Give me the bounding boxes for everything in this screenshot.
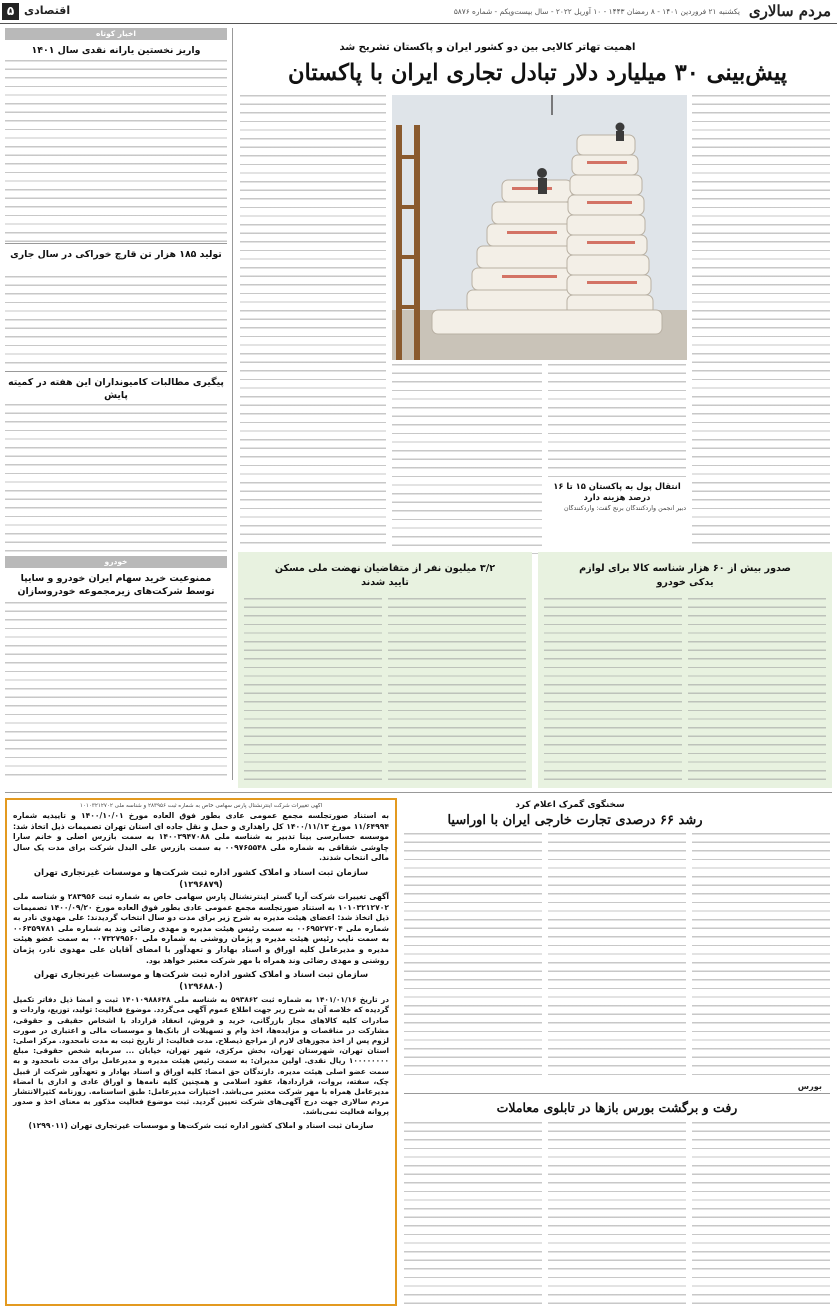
bourse-tag-bar — [404, 1080, 830, 1094]
legal-sub-3: سازمان ثبت اسناد و املاک کشور اداره ثبت شرکت‌ها و موسسات غیرتجاری تهران (۱۲۹۹۰۱۱) — [28, 1120, 374, 1130]
lead-photo — [392, 95, 687, 360]
sidebar-body-1 — [5, 60, 227, 242]
legal-para-1: به استناد صورتجلسه مجمع عمومی عادی بطور فوق العاده مورخ ۱۴۰۰/۱۰/۰۱ و تاییدیه شماره ۱۱/۶۴۹۹۴ مورخ ۱۴۰۰/۱۱/۱۳ کل راهداری و حمل و نقل جاده ای استان تهران تصمیمات ذیل اتخاذ شد: موسسه حسابرسی بینا تدبیر به شناسه ملی ۱۴۰۰۳۹۴۷۰۸۸ به سمت بازرس اصلی و خانم سارا چاوشی شقاقی به شماره ملی ۰۰۹۷۶۵۵۴۸ به سمت بازرس علی البدل شرکت برای مدت یک سال مالی انتخاب شدند. — [13, 811, 390, 863]
section-label: اقتصادی — [24, 4, 71, 17]
lead-body-col2 — [548, 364, 686, 479]
bourse-col3 — [404, 1122, 542, 1307]
lead-body-col3 — [392, 364, 542, 554]
legal-sub-2: سازمان ثبت اسناد و املاک کشور اداره ثبت شرکت‌ها و موسسات غیرتجاری تهران (۱۲۹۶۸۸۰) — [33, 969, 369, 992]
mid-box-a-col1 — [688, 598, 826, 780]
bourse-col2 — [548, 1122, 686, 1307]
sidebar-title-2: تولید ۱۸۵ هزار تن قارچ خوراکی در سال جاری — [10, 249, 222, 260]
issue-line: یکشنبه ۲۱ فروردین ۱۴۰۱ - ۸ رمضان ۱۴۴۳ - ۱۰ آوریل ۲۰۲۲ - سال بیست‌ویکم - شماره ۵۸۷۶ — [453, 7, 740, 16]
auto-body — [5, 602, 227, 780]
customs-col1 — [692, 833, 830, 1076]
lead-kicker: اهمیت تهاتر کالایی بین دو کشور ایران و پاکستان تشریح شد — [339, 42, 636, 53]
mid-box-a-col2 — [544, 598, 682, 780]
column-separator-left — [232, 28, 233, 780]
sidebar-divider-2 — [5, 371, 227, 372]
customs-headline: رشد ۶۶ درصدی تجارت خارجی ایران با اوراسیا — [447, 813, 703, 828]
auto-tag: خودرو — [5, 556, 227, 568]
sidebar-body-2 — [5, 276, 227, 368]
customs-col3 — [404, 833, 542, 1076]
rice-sacks-photo — [392, 95, 687, 360]
masthead-logo: مردم سالاری — [748, 2, 832, 20]
customs-col2 — [548, 833, 686, 1076]
lead-headline: پیش‌بینی ۳۰ میلیارد دلار تبادل تجاری ایران با پاکستان — [288, 60, 787, 86]
sidebar-title-3: پیگیری مطالبات کامیونداران این هفته در کمیته پایش — [8, 377, 224, 401]
mid-box-b-col1 — [388, 598, 526, 780]
sidebar-tag: اخبار کوتاه — [5, 28, 227, 40]
legal-para-3: در تاریخ ۱۴۰۱/۰۱/۱۶ به شماره ثبت ۵۹۳۸۶۲ به شناسه ملی ۱۴۰۱۰۹۸۸۶۴۸ ثبت و امضا ذیل دفاتر تکمیل گردیده که خلاصه آن به شرح زیر جهت اطلاع عموم آگهی می‌گردد. موضوع فعالیت: تولید، توزیع، واردات و صادرات کلیه کالاهای مجاز بازرگانی، خرید و فروش، انعقاد قرارداد با اشخاص حقیقی و حقوقی، مشارکت در مناقصات و مزایده‌ها، اخذ وام و تسهیلات از بانک‌ها و موسسات مالی و اعتباری در صورت لزوم پس از اخذ مجوزهای لازم از مراجع ذیصلاح. مدت فعالیت: از تاریخ ثبت به مدت نامحدود. مرکز اصلی: استان تهران، شهرستان تهران، بخش مرکزی، شهر تهران، خیابان ... سرمایه شخص حقوقی: مبلغ ۱۰۰۰۰۰۰۰۰ ریال نقدی. اولین مدیران: به سمت رئیس هیئت مدیره و مدیرعامل برای مدت نامحدود و به سمت عضو اصلی هیئت مدیره. دارندگان حق امضا: کلیه اوراق و اسناد بهادار و تعهدآور شرکت از قبیل چک، سفته، بروات، قراردادها، عقود اسلامی و همچنین کلیه نامه‌ها و اوراق عادی و اداری با امضاء مدیرعامل همراه با مهر شرکت معتبر می‌باشد. اختیارات مدیرعامل: طبق اساسنامه. روزنامه کثیرالانتشار مردم سالاری جهت درج آگهی‌های شرکت تعیین گردید. ثبت موضوع فعالیت مذکور به معنای اخذ و صدور پروانه فعالیت نمی‌باشد. — [13, 995, 389, 1117]
legal-sub-1: سازمان ثبت اسناد و املاک کشور اداره ثبت شرکت‌ها و موسسات غیرتجاری تهران (۱۲۹۶۸۷۹) — [33, 866, 369, 889]
lead-caption: انتقال پول به پاکستان ۱۵ تا ۱۶ درصد هزینه دارد — [553, 481, 681, 502]
bourse-tag: بورس — [797, 1081, 822, 1091]
section-divider — [5, 792, 832, 793]
customs-kicker: سخنگوی گمرک اعلام کرد — [515, 800, 625, 810]
page-number: ۵ — [2, 3, 19, 20]
lead-caption-sub: دبیر انجمن واردکنندگان برنج گفت: واردکنندگان — [563, 505, 686, 512]
sidebar-title-1: واریز نخستین یارانه نقدی سال ۱۴۰۱ — [31, 45, 201, 56]
mid-box-a-title: صدور بیش از ۶۰ هزار شناسه کالا برای لوازم یدکی خودرو — [579, 563, 791, 588]
auto-title: ممنوعیت خرید سهام ایران خودرو و سایپا توسط شرکت‌های زیرمجموعه خودروسازان — [17, 573, 215, 597]
sidebar-divider-1 — [5, 243, 227, 244]
mid-box-b-title: ۳/۲ میلیون نفر از متقاضیان نهضت ملی مسکن تایید شدند — [274, 563, 496, 588]
lead-body-col1 — [692, 95, 830, 551]
bourse-headline: رفت و برگشت بورس بازها در تابلوی معاملات — [496, 1100, 738, 1115]
legal-notice-box — [5, 798, 397, 1306]
legal-para-2: آگهی تغییرات شرکت آریا گستر اینترنشنال پارس سهامی خاص به شماره ثبت ۲۸۳۹۵۶ و شناسه ملی ۱۰۱۰۳۲۱۲۷۰۲ به استناد صورتجلسه مجمع عمومی عادی بطور فوق العاده مورخ ۱۴۰۰/۰۹/۲۰ تصمیمات ذیل اتخاذ شد: اعضای هیئت مدیره به شرح زیر برای مدت دو سال انتخاب گردیدند: علی مهدوی نادر به شماره ملی ۰۰۶۹۵۲۷۲۰۴ به سمت رئیس هیئت مدیره و مهدی رضائی وند به شماره ملی ۰۰۶۳۵۹۷۸۱ به سمت نایب رئیس هیئت مدیره و پژمان روشنی به شماره ملی ۰۰۷۳۲۷۹۵۶۰ به سمت عضو هیئت مدیره و مدیرعامل کلیه اوراق و اسناد بهادار و تعهدآور با امضای آقایان علی مهدوی نادر، پژمان روشنی و مهدی رضائی وند همراه با مهر شرکت معتبر خواهد بود. — [13, 891, 389, 965]
mid-box-b-col2 — [244, 598, 382, 780]
bourse-col1 — [692, 1122, 830, 1307]
masthead — [0, 0, 837, 24]
legal-header-small: آگهی تغییرات شرکت اینترنشنال پارس سهامی خاص به شماره ثبت ۲۸۳۹۵۶ و شناسه ملی ۱۰۱۰۳۲۱۲۷۰۲ — [79, 803, 323, 809]
sidebar-body-3 — [5, 404, 227, 552]
lead-body-col4 — [240, 95, 386, 551]
